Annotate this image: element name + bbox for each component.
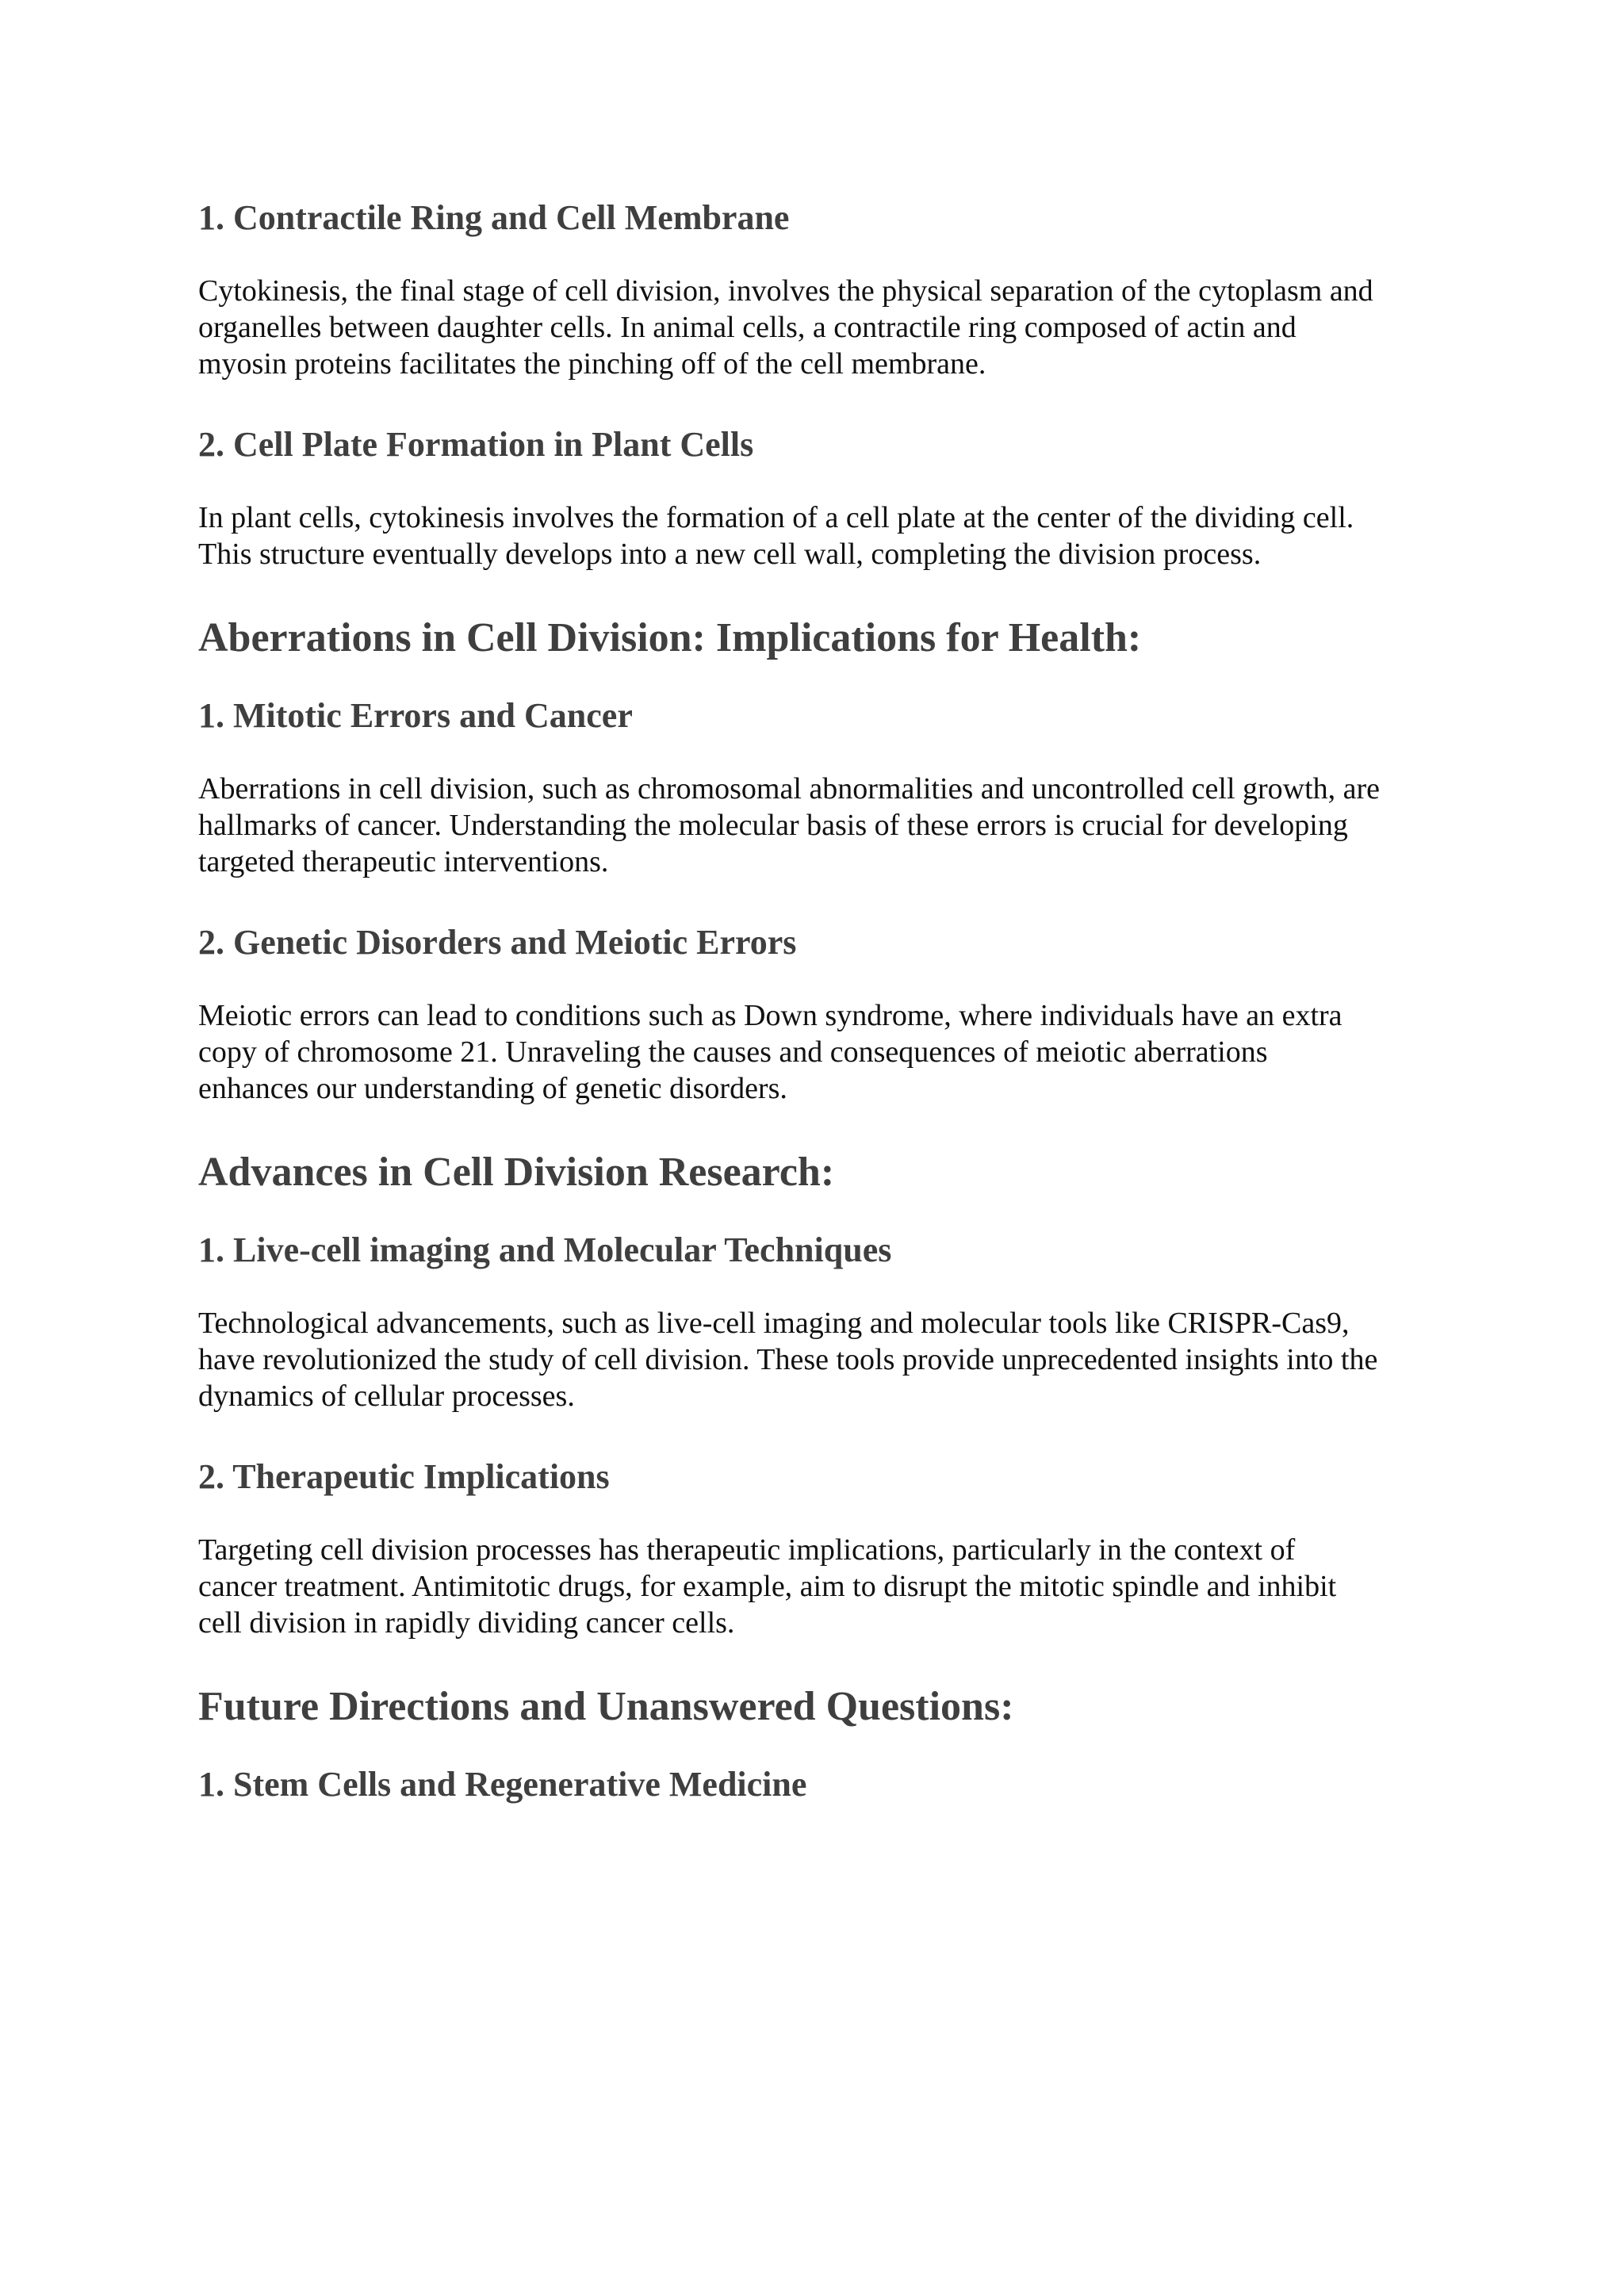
text-line: cell division in rapidly dividing cancer cells. [198,1606,735,1640]
text-line: copy of chromosome 21. Unraveling the causes and consequences of meiotic aberrations [198,1035,1268,1069]
heading-aberrations: Aberrations in Cell Division: Implications for Health: [198,615,1142,660]
heading-future-directions: Future Directions and Unanswered Questions: [198,1684,1014,1729]
text-line: Cytokinesis, the final stage of cell division, involves the physical separation of the cytoplasm and [198,274,1373,308]
text-line: dynamics of cellular processes. [198,1380,575,1413]
text-line: In plant cells, cytokinesis involves the formation of a cell plate at the center of the dividing cell. [198,501,1354,534]
text-line: organelles between daughter cells. In animal cells, a contractile ring composed of actin and [198,311,1297,344]
subheading-mitotic-errors: 1. Mitotic Errors and Cancer [198,696,633,735]
paragraph-cytokinesis [198,273,1451,382]
text-line: Technological advancements, such as live-cell imaging and molecular tools like CRISPR-Cas9, [198,1307,1350,1340]
paragraph-mitotic-errors [198,771,1451,880]
subheading-contractile-ring: 1. Contractile Ring and Cell Membrane [198,198,790,237]
subheading-therapeutic: 2. Therapeutic Implications [198,1457,610,1496]
subheading-cell-plate: 2. Cell Plate Formation in Plant Cells [198,425,754,464]
text-line: targeted therapeutic interventions. [198,845,609,878]
paragraph-therapeutic [198,1532,1451,1641]
paragraph-genetic-disorders [198,997,1451,1107]
text-line: enhances our understanding of genetic disorders. [198,1072,787,1105]
subheading-live-cell-imaging: 1. Live-cell imaging and Molecular Techniques [198,1230,892,1269]
text-line: Aberrations in cell division, such as chromosomal abnormalities and uncontrolled cell growth, are [198,772,1381,806]
paragraph-cell-plate [198,499,1451,572]
document-content [198,197,1451,1839]
text-line: cancer treatment. Antimitotic drugs, for example, aim to disrupt the mitotic spindle and inhibit [198,1570,1337,1603]
text-line: Targeting cell division processes has therapeutic implications, particularly in the context of [198,1533,1296,1567]
paragraph-live-cell-imaging [198,1305,1451,1414]
text-line: have revolutionized the study of cell division. These tools provide unprecedented insights into the [198,1343,1378,1376]
subheading-stem-cells: 1. Stem Cells and Regenerative Medicine [198,1765,807,1804]
text-line: Meiotic errors can lead to conditions such as Down syndrome, where individuals have an extra [198,999,1342,1032]
text-line: myosin proteins facilitates the pinching off of the cell membrane. [198,347,986,381]
heading-advances: Advances in Cell Division Research: [198,1150,835,1195]
text-line: hallmarks of cancer. Understanding the molecular basis of these errors is crucial for developing [198,809,1348,842]
text-line: This structure eventually develops into a new cell wall, completing the division process. [198,538,1262,571]
subheading-genetic-disorders: 2. Genetic Disorders and Meiotic Errors [198,923,797,962]
